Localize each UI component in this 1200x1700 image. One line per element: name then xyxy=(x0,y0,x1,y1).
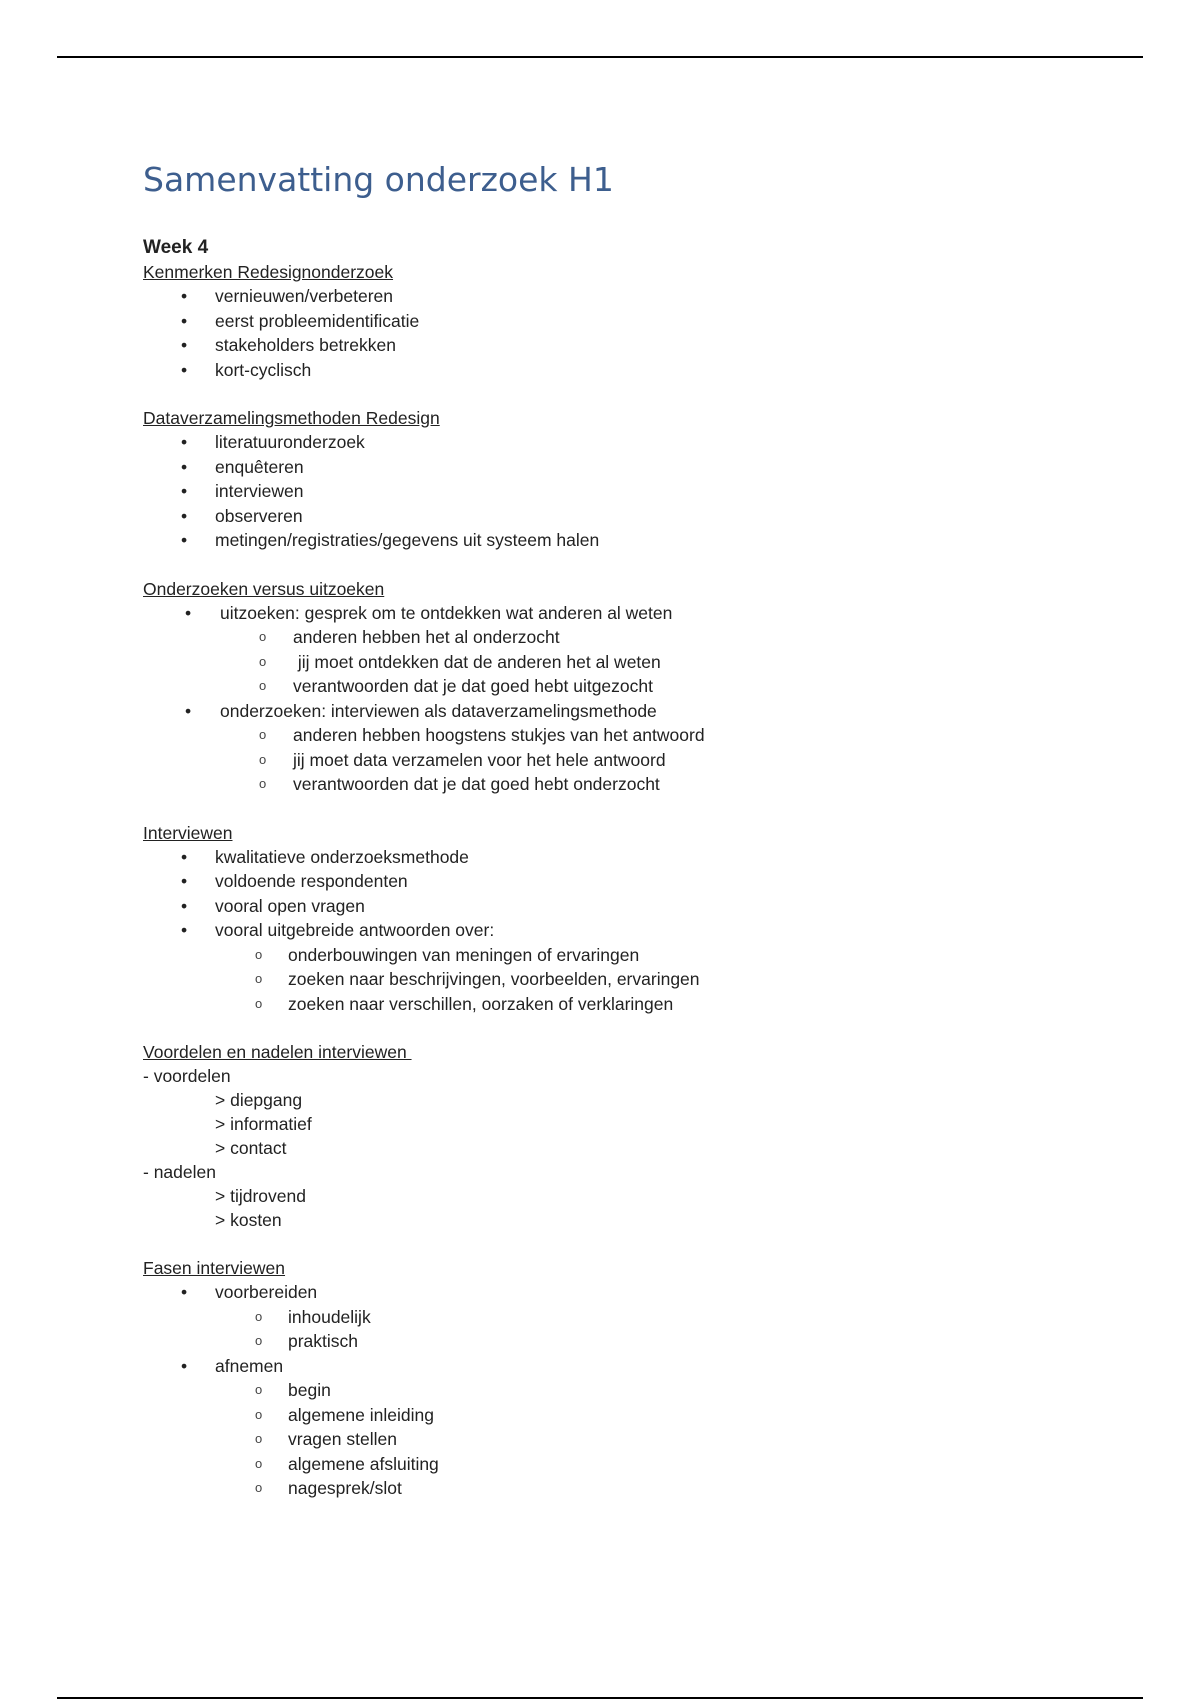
bullet-icon: • xyxy=(181,846,188,867)
section-dataverzameling xyxy=(143,406,1123,553)
voordeel-item: > diepgang xyxy=(215,1090,303,1110)
section-onderzoeken xyxy=(143,577,1123,797)
circle-bullet-icon: o xyxy=(255,1480,263,1495)
list-item: • voorbereiden xyxy=(143,1280,1123,1305)
list-item: • afnemen xyxy=(143,1354,1123,1379)
circle-bullet-icon: o xyxy=(255,946,263,962)
section-heading: Kenmerken Redesignonderzoek xyxy=(143,262,394,282)
list-item: • interviewen xyxy=(143,479,1123,504)
circle-bullet-icon: o xyxy=(259,727,267,742)
list-item: • uitzoeken: gesprek om te ontdekken wat anderen al weten xyxy=(143,601,1123,626)
bullet-icon: • xyxy=(185,700,192,721)
sub-list-item: o anderen hebben het al onderzocht xyxy=(143,625,1123,650)
circle-bullet-icon: o xyxy=(259,629,267,644)
list-item: • enquêteren xyxy=(143,455,1123,480)
section-fasen xyxy=(143,1256,1123,1501)
circle-bullet-icon: o xyxy=(259,776,267,791)
circle-bullet-icon: o xyxy=(255,1431,263,1446)
voordeel-item: > informatief xyxy=(215,1114,312,1134)
circle-bullet-icon: o xyxy=(255,1455,263,1471)
sub-list-item: o onderbouwingen van meningen of ervaringen xyxy=(143,943,1123,968)
circle-bullet-icon: o xyxy=(259,751,267,767)
sub-list-item: o verantwoorden dat je dat goed hebt onderzocht xyxy=(143,772,1123,797)
section-heading: Dataverzamelingsmethoden Redesign xyxy=(143,408,440,428)
section-voordelen-nadelen xyxy=(143,1040,1123,1232)
sub-list-item: o praktisch xyxy=(143,1329,1123,1354)
section-heading: Fasen interviewen xyxy=(143,1258,286,1278)
circle-bullet-icon: o xyxy=(255,995,263,1011)
sub-list-item: o zoeken naar verschillen, oorzaken of verklaringen xyxy=(143,992,1123,1017)
bullet-icon: • xyxy=(181,456,188,477)
circle-bullet-icon: o xyxy=(255,1406,263,1422)
voordeel-item: > contact xyxy=(215,1138,287,1158)
list-item: • stakeholders betrekken xyxy=(143,333,1123,358)
bullet-icon: • xyxy=(181,359,188,380)
nadelen-label: - nadelen xyxy=(143,1162,216,1182)
section-interviewen xyxy=(143,821,1123,1017)
list-item: • eerst probleemidentificatie xyxy=(143,309,1123,334)
bullet-icon: • xyxy=(181,310,188,331)
sub-list-item: o verantwoorden dat je dat goed hebt uitgezocht xyxy=(143,674,1123,699)
circle-bullet-icon: o xyxy=(255,1308,263,1324)
bullet-icon: • xyxy=(181,286,188,306)
bullet-icon: • xyxy=(181,335,188,355)
list-item: • vernieuwen/verbeteren xyxy=(143,284,1123,309)
sub-list-item: o jij moet ontdekken dat de anderen het al weten xyxy=(143,650,1123,675)
bullet-icon: • xyxy=(181,871,188,891)
list-item: • onderzoeken: interviewen als dataverzamelingsmethode xyxy=(143,699,1123,724)
circle-bullet-icon: o xyxy=(255,1333,263,1348)
list-item: • vooral open vragen xyxy=(143,894,1123,919)
list-item: • metingen/registraties/gegevens uit systeem halen xyxy=(143,528,1123,553)
sub-list-item: o jij moet data verzamelen voor het hele antwoord xyxy=(143,748,1123,773)
section-heading: Onderzoeken versus uitzoeken xyxy=(143,578,385,599)
bullet-icon: • xyxy=(181,432,188,452)
bullet-icon: • xyxy=(181,530,188,550)
list-item: • vooral uitgebreide antwoorden over: xyxy=(143,918,1123,943)
circle-bullet-icon: o xyxy=(259,678,267,693)
section-heading: Voordelen en nadelen interviewen xyxy=(143,1042,412,1062)
sub-list-item: o inhoudelijk xyxy=(143,1305,1123,1330)
list-item: • literatuuronderzoek xyxy=(143,430,1123,455)
bullet-icon: • xyxy=(181,1282,188,1302)
circle-bullet-icon: o xyxy=(259,653,267,669)
sub-list-item: o anderen hebben hoogstens stukjes van het antwoord xyxy=(143,723,1123,748)
sub-list-item: o zoeken naar beschrijvingen, voorbeelden, ervaringen xyxy=(143,967,1123,992)
bullet-icon: • xyxy=(181,481,188,501)
nadeel-item: > kosten xyxy=(215,1210,282,1230)
section-heading: Interviewen xyxy=(143,822,233,843)
list-item: • kort-cyclisch xyxy=(143,358,1123,383)
circle-bullet-icon: o xyxy=(255,1382,263,1397)
sub-list-item: o vragen stellen xyxy=(143,1427,1123,1452)
bullet-icon: • xyxy=(185,602,192,623)
sub-list-item: o algemene afsluiting xyxy=(143,1452,1123,1477)
list-item: • voldoende respondenten xyxy=(143,869,1123,894)
header-rule xyxy=(57,56,1143,58)
section-kenmerken xyxy=(143,260,1123,382)
footer-rule xyxy=(57,1697,1143,1699)
bullet-icon: • xyxy=(181,1355,188,1376)
bullet-icon: • xyxy=(181,920,188,940)
document-title: Samenvatting onderzoek H1 xyxy=(143,160,614,199)
circle-bullet-icon: o xyxy=(255,971,263,986)
bullet-icon: • xyxy=(181,505,188,526)
voordelen-label: - voordelen xyxy=(143,1066,231,1086)
document-body xyxy=(143,235,1123,1525)
nadeel-item: > tijdrovend xyxy=(215,1186,306,1206)
sub-list-item: o nagesprek/slot xyxy=(143,1476,1123,1501)
week-label: Week 4 xyxy=(143,237,209,258)
bullet-icon: • xyxy=(181,895,188,916)
list-item: • kwalitatieve onderzoeksmethode xyxy=(143,845,1123,870)
sub-list-item: o algemene inleiding xyxy=(143,1403,1123,1428)
list-item: • observeren xyxy=(143,504,1123,529)
sub-list-item: o begin xyxy=(143,1378,1123,1403)
